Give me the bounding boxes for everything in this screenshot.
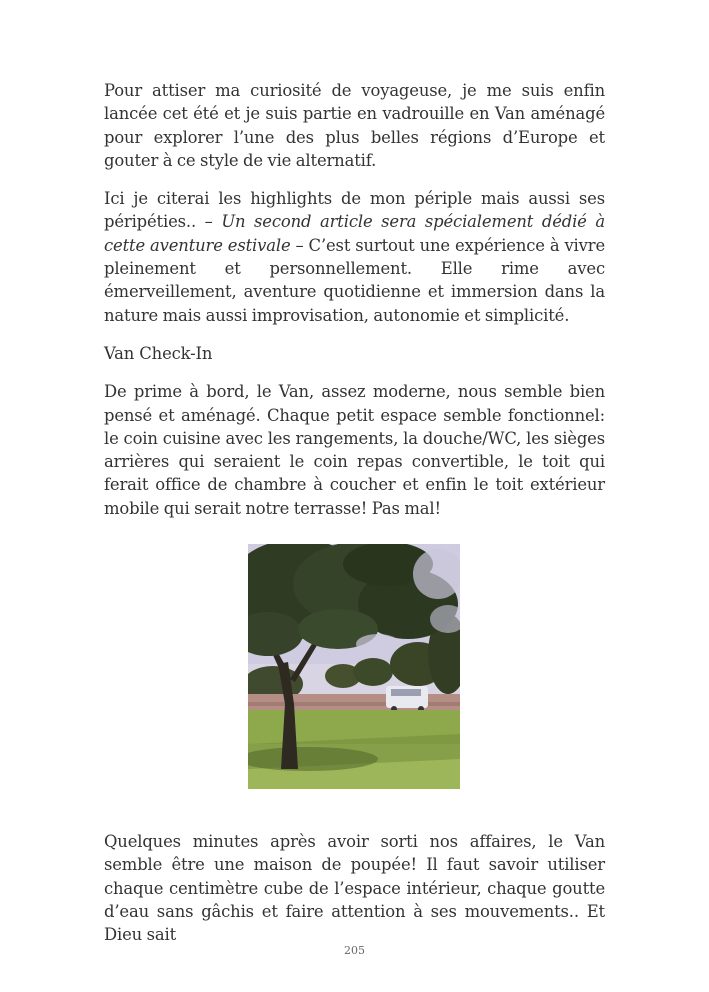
paragraph-intro: Pour attiser ma curiosité de voyageuse, je me suis enfin lancée cet été et je suis partie en vadrouille en Van aménagé pour explorer l’une des plus belles régions d’Europe et gouter à ce style de vie alternatif. (104, 81, 605, 170)
van-photo (248, 544, 460, 789)
paragraph-highlights (104, 187, 605, 327)
paragraph-highlights-italic: Un second article sera spécialement dédié à cette aventure estivale (104, 212, 605, 255)
tree-and-van-image (248, 544, 460, 789)
article-body (104, 79, 605, 535)
paragraph-highlights-start: Ici je citerai les highlights de mon périple mais aussi ses péripéties.. – (104, 189, 605, 232)
paragraph-doll-house: Quelques minutes après avoir sorti nos affaires, le Van semble être une maison de poupée! Il faut savoir utiliser chaque centimètre cube de l’espace intérieur, chaque goutte d’eau sans gâchis et faire attention à ses mouvements.. Et Dieu sait (104, 832, 605, 945)
paragraph-highlights-end: – C’est surtout une expérience à vivre pleinement et personnellement. Elle rime avec émerveillement, aventure quotidienne et immersion dans la nature mais aussi improvisation, autonomie et simplicité. (104, 235, 605, 325)
section-heading: Van Check-In (104, 343, 213, 363)
page-number: 205 (344, 944, 365, 957)
paragraph-van-description: De prime à bord, le Van, assez moderne, nous semble bien pensé et aménagé. Chaque petit espace semble fonctionnel: le coin cuisine avec les rangements, la douche/WC, les sièges arrières qui seraient le coin repas convertible, le toit qui ferait office de chambre à coucher et enfin le toit extérieur mobile qui serait notre terrasse! Pas mal! (104, 382, 605, 518)
